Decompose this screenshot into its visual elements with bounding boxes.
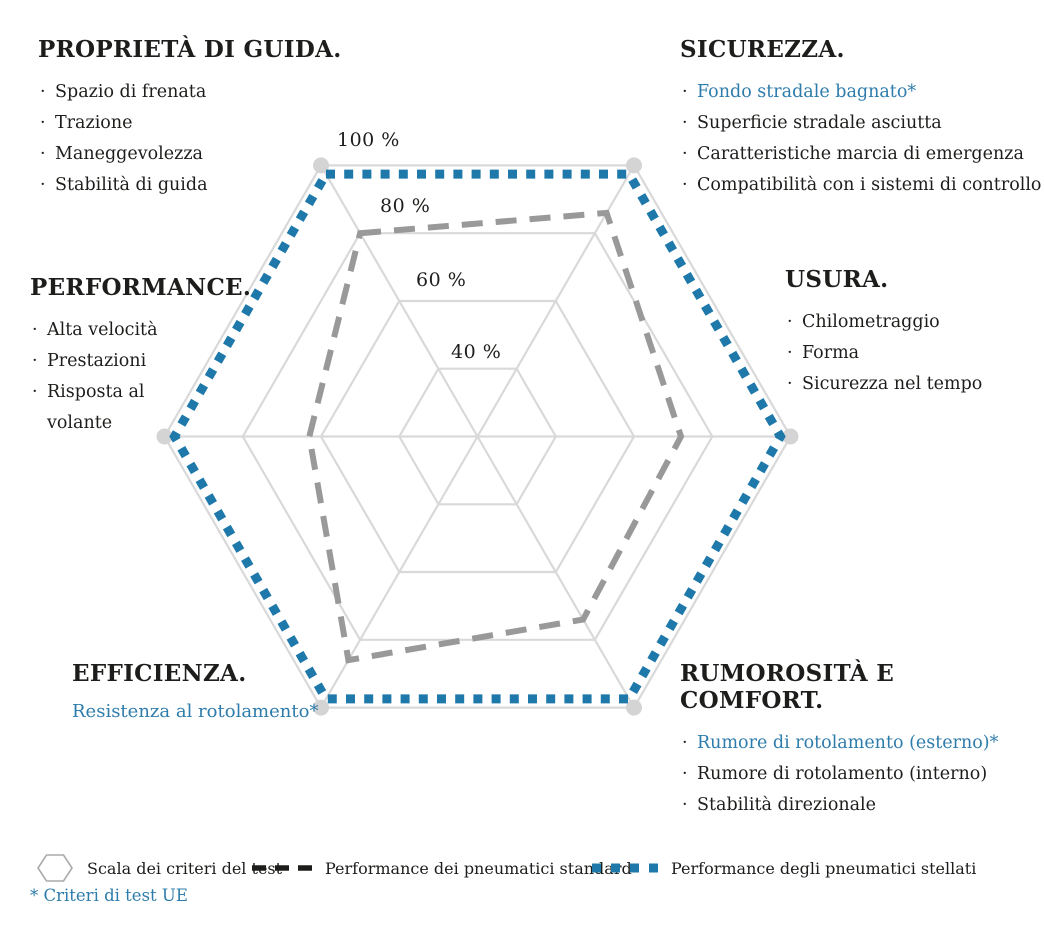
section-title-rumorosita-e-comfort: RUMOROSITÀ E COMFORT. [680,660,895,714]
legend-scale [36,853,282,883]
legend-starred [592,853,976,883]
section-title-proprieta-di-guida: PROPRIETÀ DI GUIDA. [38,36,342,63]
ring-label-80: 80 % [380,195,431,217]
section-rumorosita-e-comfort [680,660,1044,821]
list-item: · Alta velocità [30,315,180,346]
dashed-line-icon [252,864,312,872]
eu-test-footnote: * Criteri di test UE [30,886,188,905]
section-proprieta-di-guida [38,36,342,201]
section-sicurezza [680,36,1041,201]
list-item: · Compatibilità con i sistemi di controllo [680,170,1041,201]
section-title-usura: USURA. [785,266,889,293]
grid-vertex-cap-sicurezza [626,157,642,173]
ring-label-40: 40 % [451,341,502,363]
section-list [785,307,982,400]
grid-vertex-cap-rumorosita-e-comfort [626,700,642,716]
list-item: · Caratteristiche marcia di emergenza [680,139,1041,170]
list-item: · Maneggevolezza [38,139,342,170]
legend-standard [252,853,632,883]
list-item: · Forma [785,338,982,369]
list-item: · Stabilità direzionale [680,790,1044,821]
section-usura [785,266,982,400]
list-item-starred: · Fondo stradale bagnato* [680,77,1041,108]
hexagon-icon [36,853,74,883]
section-title-performance: PERFORMANCE. [30,274,252,301]
legend-starred-label: Performance degli pneumatici stellati [671,858,977,878]
list-item: · Trazione [38,108,342,139]
section-efficienza [72,660,318,727]
square-dotted-line-icon [592,863,658,873]
section-performance [30,274,251,439]
section-list [30,315,251,439]
section-list [680,77,1041,201]
list-item: · Risposta al volante [30,377,180,439]
list-item: · Rumore di rotolamento (interno) [680,759,1044,790]
list-item: · Stabilità di guida [38,170,342,201]
section-title-sicurezza: SICUREZZA. [680,36,845,63]
section-title-efficienza: EFFICIENZA. [72,660,247,687]
section-list [680,728,1044,821]
list-item: · Sicurezza nel tempo [785,369,982,400]
section-list [38,77,342,201]
legend-standard-label: Performance dei pneumatici standard [325,858,632,878]
ring-label-100: 100 % [337,129,400,151]
list-item: · Prestazioni [30,346,180,377]
list-item-starred: · Rumore di rotolamento (esterno)* [680,728,1044,759]
list-item: · Spazio di frenata [38,77,342,108]
section-subtitle-efficienza: Resistenza al rotolamento* [72,701,319,722]
ring-label-60: 60 % [416,269,467,291]
legend-scale-label: Scala dei criteri del test [87,858,283,878]
list-item: · Chilometraggio [785,307,982,338]
list-item: · Superficie stradale asciutta [680,108,1041,139]
